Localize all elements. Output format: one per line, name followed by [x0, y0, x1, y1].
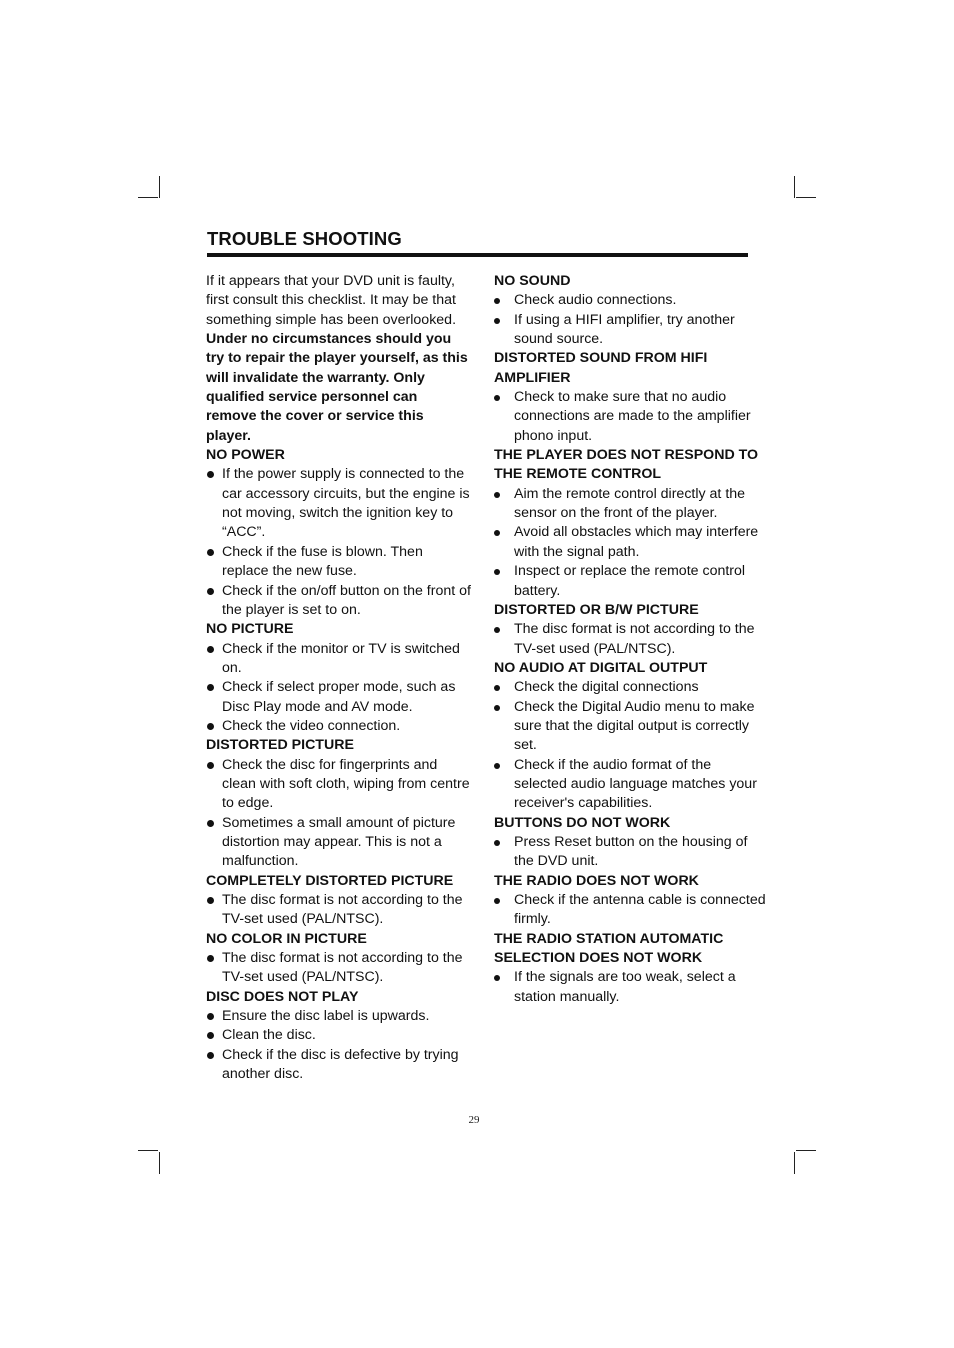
bullet-icon — [494, 705, 500, 711]
crop-mark — [159, 176, 160, 198]
crop-mark — [794, 176, 795, 198]
section-heading: DISC DOES NOT PLAY — [206, 988, 359, 1005]
section-heading: THE RADIO STATION AUTOMATIC SELECTION DOES NOT WORK — [494, 930, 724, 967]
list-item-text: Check if the on/off button on the front of the player is set to on. — [222, 582, 471, 618]
troubleshoot-section — [206, 620, 471, 736]
bullet-icon — [494, 685, 500, 691]
troubleshoot-section — [494, 872, 766, 930]
bullet-icon — [494, 318, 500, 324]
warranty-warning: Under no circumstances should you try to repair the player yourself, as this will invalidate the warranty. Only qualified service personnel can remove the cover or service this player. — [206, 331, 468, 444]
list-item — [494, 678, 766, 697]
list-item — [494, 756, 766, 814]
list-item — [206, 717, 471, 736]
section-heading: BUTTONS DO NOT WORK — [494, 814, 671, 831]
bullet-icon — [207, 762, 214, 769]
list-item-text: Check the video connection. — [222, 717, 401, 734]
list-item — [206, 543, 471, 582]
list-item — [206, 949, 471, 988]
right-column — [494, 272, 766, 1007]
troubleshoot-section — [494, 272, 766, 349]
intro-text: If it appears that your DVD unit is faulty, first consult this checklist. It may be that something simple has been overlooked. — [206, 273, 457, 328]
bullet-icon — [494, 627, 500, 633]
bullet-icon — [494, 395, 500, 401]
list-item-text: The disc format is not according to the TV-set used (PAL/NTSC). — [222, 950, 463, 986]
bullet-icon — [207, 588, 214, 595]
section-heading: DISTORTED PICTURE — [206, 737, 354, 754]
page-number: 29 — [468, 1114, 480, 1126]
list-item-text: Check if the disc is defective by trying another disc. — [222, 1046, 459, 1083]
list-item-text: Avoid all obstacles which may interfere with the signal path. — [514, 524, 759, 560]
bullet-list — [494, 291, 766, 349]
crop-mark — [159, 1152, 160, 1174]
list-item-text: Check the Digital Audio menu to make sure that the digital output is correctly set. — [514, 698, 755, 754]
bullet-list — [206, 756, 471, 872]
bullet-icon — [494, 763, 500, 769]
bullet-icon — [494, 492, 500, 498]
left-sections — [206, 446, 471, 1084]
troubleshoot-section — [206, 446, 471, 620]
bullet-icon — [207, 471, 214, 478]
list-item — [206, 756, 471, 814]
crop-mark — [794, 1152, 795, 1174]
section-heading: NO AUDIO AT DIGITAL OUTPUT — [494, 659, 708, 676]
bullet-list — [206, 949, 471, 988]
list-item-text: Check if select proper mode, such as Disc Play mode and AV mode. — [222, 679, 456, 715]
bullet-icon — [207, 1052, 214, 1059]
crop-mark — [138, 1150, 158, 1151]
list-item — [494, 833, 766, 872]
troubleshoot-section — [494, 601, 766, 659]
troubleshoot-section — [494, 814, 766, 872]
bullet-icon — [494, 840, 500, 846]
bullet-list — [206, 465, 471, 620]
section-heading: NO PICTURE — [206, 621, 294, 638]
troubleshoot-section — [206, 988, 471, 1085]
section-heading: COMPLETELY DISTORTED PICTURE — [206, 872, 454, 889]
section-heading: DISTORTED SOUND FROM HIFI AMPLIFIER — [494, 350, 708, 386]
list-item-text: If the signals are too weak, select a station manually. — [514, 969, 736, 1005]
list-item — [206, 582, 471, 621]
bullet-icon — [207, 955, 214, 962]
section-heading: NO SOUND — [494, 273, 571, 289]
troubleshoot-section — [494, 930, 766, 1007]
list-item-text: Check to make sure that no audio connections are made to the amplifier phono input. — [514, 389, 751, 444]
list-item — [494, 291, 766, 310]
bullet-icon — [207, 684, 214, 691]
list-item — [494, 968, 766, 1007]
bullet-list — [494, 485, 766, 601]
list-item — [494, 388, 766, 446]
list-item-text: If using a HIFI amplifier, try another sound source. — [514, 311, 735, 348]
troubleshoot-section — [494, 659, 766, 814]
bullet-icon — [494, 569, 500, 575]
list-item — [494, 485, 766, 524]
list-item — [494, 562, 766, 601]
bullet-icon — [494, 298, 500, 304]
bullet-icon — [207, 897, 214, 904]
list-item — [206, 814, 471, 872]
bullet-icon — [207, 1032, 214, 1039]
list-item — [494, 891, 766, 930]
list-item — [206, 640, 471, 679]
bullet-icon — [207, 646, 214, 653]
crop-mark — [796, 1150, 816, 1151]
list-item-text: Press Reset button on the housing of the DVD unit. — [514, 833, 748, 870]
troubleshoot-section — [206, 736, 471, 871]
list-item-text: Check the disc for fingerprints and clean with soft cloth, wiping from centre to edge. — [222, 756, 470, 812]
bullet-icon — [207, 1013, 214, 1020]
list-item-text: Aim the remote control directly at the sensor on the front of the player. — [514, 485, 746, 522]
list-item-text: Ensure the disc label is upwards. — [222, 1008, 430, 1025]
section-heading: THE PLAYER DOES NOT RESPOND TO THE REMOTE CONTROL — [494, 447, 759, 483]
list-item — [206, 891, 471, 930]
troubleshoot-section — [206, 930, 471, 988]
list-item — [494, 523, 766, 562]
list-item — [206, 1026, 471, 1045]
bullet-icon — [207, 820, 214, 827]
bullet-icon — [207, 549, 214, 556]
bullet-list — [494, 891, 766, 930]
bullet-list — [494, 968, 766, 1007]
list-item — [206, 1046, 471, 1085]
list-item — [206, 1007, 471, 1026]
bullet-list — [206, 1007, 471, 1084]
bullet-list — [494, 620, 766, 659]
list-item — [494, 698, 766, 756]
list-item — [494, 620, 766, 659]
title-rule — [207, 253, 748, 257]
section-heading: NO POWER — [206, 447, 285, 464]
list-item-text: Check if the audio format of the selected audio language matches your receiver's capabilities. — [514, 756, 757, 812]
troubleshoot-section — [206, 872, 471, 930]
list-item-text: The disc format is not according to the TV-set used (PAL/NTSC). — [514, 621, 755, 657]
list-item-text: Check the digital connections — [514, 679, 699, 696]
bullet-list — [494, 388, 766, 446]
list-item — [206, 465, 471, 542]
bullet-list — [206, 891, 471, 930]
list-item-text: Check if the antenna cable is connected firmly. — [514, 892, 766, 928]
list-item-text: Check if the monitor or TV is switched on. — [222, 640, 460, 676]
list-item-text: Inspect or replace the remote control battery. — [514, 563, 746, 599]
section-heading: THE RADIO DOES NOT WORK — [494, 872, 699, 889]
list-item-text: Clean the disc. — [222, 1027, 316, 1044]
bullet-list — [494, 678, 766, 813]
left-column — [206, 272, 471, 1084]
list-item-text: Check if the fuse is blown. Then replace the new fuse. — [222, 543, 423, 580]
crop-mark — [796, 197, 816, 198]
bullet-icon — [494, 530, 500, 536]
section-heading: NO COLOR IN PICTURE — [206, 930, 367, 947]
section-heading: DISTORTED OR B/W PICTURE — [494, 601, 699, 618]
list-item-text: Check audio connections. — [514, 292, 677, 309]
list-item — [206, 678, 471, 717]
crop-mark — [138, 197, 158, 198]
list-item-text: The disc format is not according to the TV-set used (PAL/NTSC). — [222, 892, 463, 928]
bullet-icon — [494, 975, 500, 981]
right-sections — [494, 272, 766, 1007]
list-item-text: If the power supply is connected to the car accessory circuits, but the engine is not moving, switch the ignition key to “ACC”. — [222, 466, 470, 541]
troubleshoot-section — [494, 349, 766, 446]
page-title: TROUBLE SHOOTING — [207, 228, 402, 249]
bullet-icon — [494, 898, 500, 904]
list-item — [494, 311, 766, 350]
troubleshoot-section — [494, 446, 766, 601]
bullet-list — [206, 640, 471, 737]
list-item-text: Sometimes a small amount of picture distortion may appear. This is not a malfunction. — [222, 814, 456, 870]
bullet-list — [494, 833, 766, 872]
bullet-icon — [207, 723, 214, 730]
